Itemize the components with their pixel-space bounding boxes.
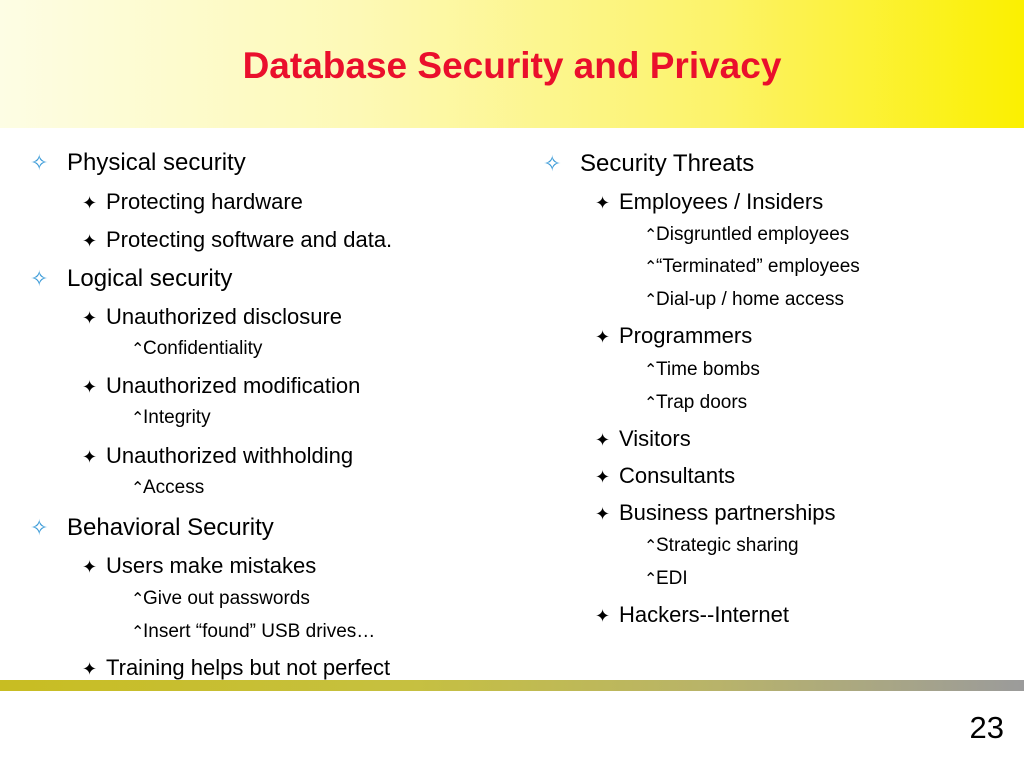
level3-bullet-icon: ⌃ (644, 227, 658, 244)
bullet-text: Security Threats (580, 150, 755, 177)
bullet-text: Dial-up / home access (656, 289, 844, 310)
bullet-text: Insert “found” USB drives… (143, 621, 376, 642)
bullet-text: Unauthorized withholding (106, 443, 354, 468)
bullet-text: Training helps but not perfect (106, 655, 391, 680)
bullet-item-level2 (82, 442, 353, 471)
bullet-item-level2 (595, 322, 752, 351)
bullet-text: Unauthorized disclosure (106, 304, 343, 329)
level2-bullet-icon: ✦ (82, 447, 98, 467)
bullet-text: Unauthorized modification (106, 373, 361, 398)
bullet-item-level3 (131, 406, 211, 431)
bullet-text: Consultants (619, 463, 736, 488)
bullet-text: Confidentiality (143, 338, 263, 359)
level3-bullet-icon: ⌃ (644, 395, 658, 412)
bullet-text: Employees / Insiders (619, 189, 824, 214)
bullet-item-level2 (82, 372, 360, 401)
bullet-text: Protecting hardware (106, 189, 303, 214)
bullet-item-level1 (543, 149, 754, 179)
level2-bullet-icon: ✦ (82, 557, 98, 577)
level3-bullet-icon: ⌃ (644, 571, 658, 588)
level1-bullet-icon: ✧ (30, 515, 49, 540)
level1-bullet-icon: ✧ (30, 266, 49, 291)
level3-bullet-icon: ⌃ (644, 538, 658, 555)
bullet-item-level3 (644, 288, 844, 313)
bullet-item-level2 (595, 601, 789, 630)
page-number: 23 (969, 710, 1004, 745)
level1-bullet-icon: ✧ (543, 151, 562, 176)
bullet-text: “Terminated” employees (656, 256, 860, 277)
level3-bullet-icon: ⌃ (131, 480, 145, 497)
bullet-text: Visitors (619, 426, 691, 451)
level3-bullet-icon: ⌃ (131, 591, 145, 608)
bullet-text: Disgruntled employees (656, 224, 850, 245)
level2-bullet-icon: ✦ (595, 504, 611, 524)
bullet-text: EDI (656, 568, 688, 589)
level2-bullet-icon: ✦ (595, 193, 611, 213)
bullet-text: Strategic sharing (656, 535, 799, 556)
bullet-text: Physical security (67, 149, 246, 176)
level2-bullet-icon: ✦ (82, 308, 98, 328)
bullet-text: Integrity (143, 407, 211, 428)
bullet-item-level1 (30, 264, 232, 294)
level2-bullet-icon: ✦ (82, 377, 98, 397)
bullet-item-level3 (131, 337, 262, 362)
bullet-text: Access (143, 477, 205, 498)
bullet-item-level2 (82, 188, 303, 217)
footer-bar (0, 680, 1024, 691)
bullet-item-level3 (131, 620, 375, 645)
bullet-item-level2 (595, 425, 691, 454)
level2-bullet-icon: ✦ (595, 606, 611, 626)
level2-bullet-icon: ✦ (82, 659, 98, 679)
level3-bullet-icon: ⌃ (131, 624, 145, 641)
level2-bullet-icon: ✦ (595, 327, 611, 347)
bullet-item-level3 (644, 567, 688, 592)
bullet-item-level3 (644, 391, 747, 416)
bullet-item-level2 (82, 226, 392, 255)
bullet-item-level2 (595, 462, 735, 491)
level2-bullet-icon: ✦ (82, 193, 98, 213)
bullet-item-level2 (82, 552, 316, 581)
bullet-text: Users make mistakes (106, 553, 317, 578)
bullet-text: Hackers--Internet (619, 602, 789, 627)
bullet-item-level3 (644, 255, 860, 280)
bullet-item-level1 (30, 513, 274, 543)
bullet-item-level2 (82, 303, 342, 332)
bullet-text: Business partnerships (619, 500, 836, 525)
bullet-text: Time bombs (656, 359, 760, 380)
bullet-text: Logical security (67, 265, 233, 292)
bullet-item-level3 (131, 476, 204, 501)
slide-title: Database Security and Privacy (242, 45, 782, 86)
level1-bullet-icon: ✧ (30, 150, 49, 175)
bullet-item-level3 (644, 358, 760, 383)
level3-bullet-icon: ⌃ (644, 362, 658, 379)
bullet-item-level3 (644, 534, 799, 559)
bullet-text: Give out passwords (143, 588, 310, 609)
bullet-item-level1 (30, 148, 246, 178)
level3-bullet-icon: ⌃ (131, 341, 145, 358)
bullet-text: Trap doors (656, 392, 748, 413)
bullet-item-level2 (595, 499, 835, 528)
level2-bullet-icon: ✦ (595, 467, 611, 487)
bullet-item-level2 (82, 654, 390, 683)
bullet-item-level2 (595, 188, 823, 217)
level2-bullet-icon: ✦ (595, 430, 611, 450)
level3-bullet-icon: ⌃ (644, 259, 658, 276)
bullet-text: Behavioral Security (67, 514, 274, 541)
level3-bullet-icon: ⌃ (644, 292, 658, 309)
bullet-item-level3 (131, 587, 310, 612)
level3-bullet-icon: ⌃ (131, 410, 145, 427)
level2-bullet-icon: ✦ (82, 231, 98, 251)
bullet-item-level3 (644, 223, 849, 248)
bullet-text: Protecting software and data. (106, 227, 393, 252)
bullet-text: Programmers (619, 323, 753, 348)
